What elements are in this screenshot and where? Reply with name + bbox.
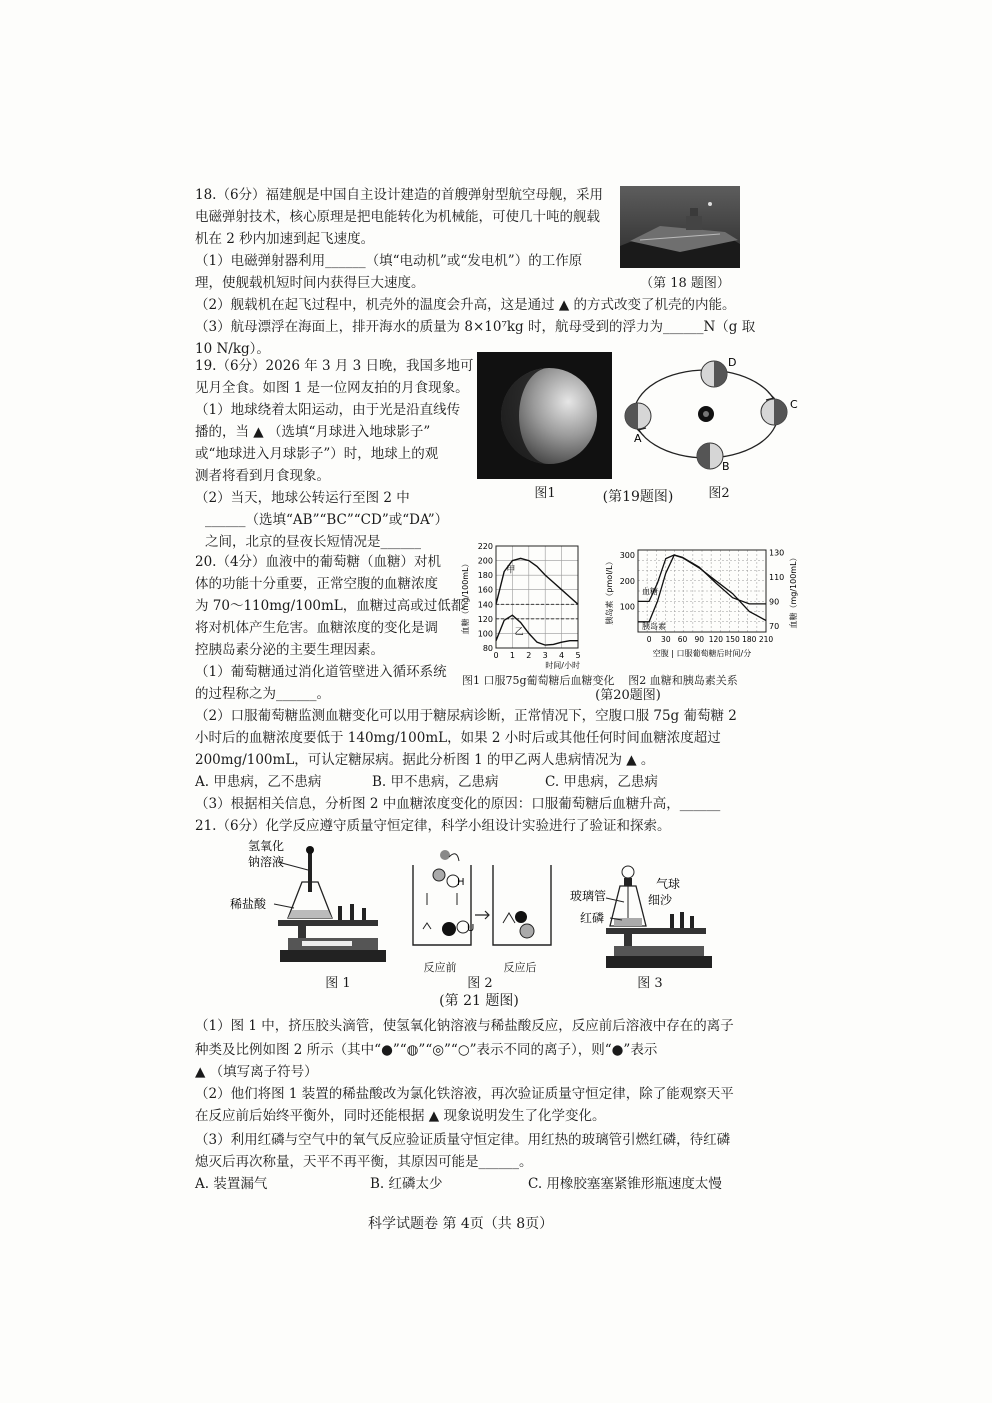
chart2-xtick-3: 90 xyxy=(694,635,704,644)
q19-line-5: 或“地球进入月球影子”）时，地球上的观 xyxy=(195,446,439,462)
q21-line-1: 21.（6分）化学反应遵守质量守恒定律，科学小组设计实验进行了验证和探索。 xyxy=(195,818,671,834)
chart1-ytick-2: 120 xyxy=(477,614,493,624)
q20-line-1: 20.（4分）血液中的葡萄糖（血糖）对机 xyxy=(195,554,442,570)
q19-line-4: 播的，当 ▲ （选填“月球进入地球影子” xyxy=(195,424,431,440)
chart1-ytick-5: 180 xyxy=(477,571,493,581)
orbit-label-b: B xyxy=(722,460,730,473)
label-hcl: 稀盐酸 xyxy=(230,897,267,911)
q19-line-6: 测者将看到月食现象。 xyxy=(195,468,330,484)
q21-after-label: 反应后 xyxy=(503,961,537,974)
chart2-series-label-1: 胰岛素 xyxy=(642,622,666,631)
q18-line-2: 电磁弹射技术，核心原理是把电能转化为机械能，可使几十吨的舰载 xyxy=(195,209,600,225)
chart1-ylabel: 血糖（mg/100mL） xyxy=(461,559,470,635)
q19-fig2-label: 图2 xyxy=(708,486,730,501)
page-footer: 科学试题卷 第 4页（共 8页） xyxy=(368,1216,554,1232)
label-naoh-1: 氢氧化 xyxy=(248,839,285,853)
q20-line-11: （3）根据相关信息，分析图 2 中血糖浓度变化的原因：口服葡萄糖后血糖升高，______ xyxy=(195,796,721,812)
chart2-ytick-left-1: 200 xyxy=(619,576,635,586)
label-sand: 细沙 xyxy=(648,893,673,907)
orbit-label-c: C xyxy=(790,398,798,411)
q21-line-3: 种类及比例如图 2 所示（其中“●”“◍”“◎”“○”表示不同的离子），则“●”表示 xyxy=(195,1042,658,1058)
lunar-eclipse-photo xyxy=(477,352,612,479)
q21-line-5: （2）他们将图 1 装置的稀盐酸改为氯化铁溶液，再次验证质量守恒定律，除了能观察天平 xyxy=(195,1086,734,1102)
chart2-xtick-4: 120 xyxy=(708,635,724,644)
q20-line-9: 小时后的血糖浓度要低于 140mg/100mL，如果 2 小时后或其他任何时间血糖浓度超过 xyxy=(195,730,721,746)
q20-line-3: 为 70～110mg/100mL，血糖过高或过低都 xyxy=(195,598,465,614)
q21-fig2-ions xyxy=(405,845,555,963)
q18-line-3: 机在 2 秒内加速到起飞速度。 xyxy=(195,231,375,247)
q20-option-c: C. 甲患病，乙患病 xyxy=(545,774,658,790)
q21-option-c: C. 用橡胶塞塞紧锥形瓶速度太慢 xyxy=(528,1176,722,1192)
earth-orbit-diagram xyxy=(618,352,804,482)
q20-line-10: 200mg/100mL，可认定糖尿病。据此分析图 1 的甲乙两人患病情况为 ▲ 。 xyxy=(195,752,655,768)
blood-sugar-chart xyxy=(458,538,598,670)
chart1-xtick-4: 4 xyxy=(559,651,565,660)
chart2-ytick-left-2: 300 xyxy=(619,551,635,561)
q19-caption: (第19题图) xyxy=(602,489,674,505)
chart2-ylabel-left: 胰岛素（pmol/L） xyxy=(605,557,614,625)
chart2-xtick-6: 180 xyxy=(742,635,757,644)
chart2-xtick-7: 210 xyxy=(758,635,774,644)
orbit-label-d: D xyxy=(728,356,737,369)
q19-line-3: （1）地球绕着太阳运动，由于光是沿直线传 xyxy=(195,402,461,418)
label-red-phosphorus: 红磷 xyxy=(580,911,605,925)
q20-fig1-caption: 图1 口服75g葡萄糖后血糖变化 xyxy=(462,674,615,687)
label-naoh-2: 钠溶液 xyxy=(248,855,285,869)
chart1-xtick-5: 5 xyxy=(575,651,581,660)
chart2-ytick-right-3: 130 xyxy=(769,548,785,558)
chart1-xtick-1: 1 xyxy=(509,651,515,660)
chart2-ytick-right-2: 110 xyxy=(769,572,785,582)
chart1-series-line-1 xyxy=(496,615,578,645)
chart2-xtick-0: 0 xyxy=(646,635,652,644)
label-balloon: 气球 xyxy=(656,877,681,891)
q18-line-7: （3）航母漂浮在海面上，排开海水的质量为 8×10⁷kg 时，航母受到的浮力为______N（g 取 xyxy=(195,319,756,335)
q18-line-1: 18.（6分）福建舰是中国自主设计建造的首艘弹射型航空母舰，采用 xyxy=(195,187,604,203)
q20-option-b: B. 甲不患病，乙患病 xyxy=(372,774,499,790)
q20-line-6: （1）葡萄糖通过消化道管壁进入循环系统 xyxy=(195,664,447,680)
q19-line-2: 见月全食。如图 1 是一位网友拍的月食现象。 xyxy=(195,380,469,396)
chart1-ytick-7: 220 xyxy=(477,542,493,551)
q21-fig2-label: 图 2 xyxy=(467,976,493,991)
label-glass-tube: 玻璃管 xyxy=(570,889,607,903)
q19-line-1: 19.（6分）2026 年 3 月 3 日晚，我国多地可 xyxy=(195,358,474,374)
chart1-ytick-6: 200 xyxy=(477,556,493,566)
q21-line-8: 熄灭后再次称量，天平不再平衡，其原因可能是______。 xyxy=(195,1154,533,1170)
chart1-xtick-0: 0 xyxy=(493,651,499,660)
q20-option-a: A. 甲患病，乙不患病 xyxy=(195,774,322,790)
chart1-ytick-1: 100 xyxy=(477,629,493,639)
chart2-xtick-2: 60 xyxy=(677,635,688,644)
q21-line-2: （1）图 1 中，挤压胶头滴管，使氢氧化钠溶液与稀盐酸反应，反应前后溶液中存在的离子 xyxy=(195,1018,734,1034)
q21-line-4: ▲ （填写离子符号） xyxy=(195,1064,318,1080)
insulin-chart xyxy=(604,540,804,672)
q20-line-2: 体的功能十分重要，正常空腹的血糖浓度 xyxy=(195,576,438,592)
chart1-ytick-0: 80 xyxy=(482,644,493,653)
chart2-series-label-0: 血糖 xyxy=(642,587,658,597)
chart1-ytick-4: 160 xyxy=(477,585,493,595)
chart1-series-label-0: 甲 xyxy=(506,565,516,576)
q21-fig3-apparatus xyxy=(566,860,726,970)
q20-line-8: （2）口服葡萄糖监测血糖变化可以用于糖尿病诊断，正常情况下，空腹口服 75g 葡萄糖 2 xyxy=(195,708,737,724)
chart1-ytick-3: 140 xyxy=(477,600,493,610)
chart2-xtick-5: 150 xyxy=(725,635,740,644)
carrier-photo xyxy=(620,186,740,268)
q18-line-8: 10 N/kg）。 xyxy=(195,341,270,357)
insulin-chart-svg xyxy=(604,540,804,672)
q20-line-5: 控胰岛素分泌的主要生理因素。 xyxy=(195,642,384,658)
chart1-xlabel: 时间/小时 xyxy=(545,661,580,670)
q19-line-9: 之间，北京的昼夜长短情况是______ xyxy=(205,534,421,550)
q20-line-4: 将对机体产生危害。血糖浓度的变化是调 xyxy=(195,620,438,636)
chart2-ytick-right-1: 90 xyxy=(769,597,780,607)
q21-option-b: B. 红磷太少 xyxy=(370,1176,443,1192)
q21-fig3-label: 图 3 xyxy=(637,976,663,991)
q20-line-7: 的过程称之为______。 xyxy=(195,686,330,702)
q20-caption: (第20题图) xyxy=(595,688,661,703)
q21-line-6: 在反应前后始终平衡外，同时还能根据 ▲ 现象说明发生了化学变化。 xyxy=(195,1108,606,1124)
blood-sugar-chart-svg xyxy=(458,538,598,670)
svg-text:U: U xyxy=(467,923,475,934)
q19-line-8: ______（选填“AB”“BC”“CD”或“DA”） xyxy=(205,512,449,528)
svg-text:H: H xyxy=(457,877,465,888)
q20-fig2-caption: 图2 血糖和胰岛素关系 xyxy=(628,674,738,687)
q18-line-4: （1）电磁弹射器利用______（填“电动机”或“发电机”）的工作原 xyxy=(195,253,583,269)
q18-line-5: 理，使舰载机短时间内获得巨大速度。 xyxy=(195,275,425,291)
q21-fig1-apparatus xyxy=(218,838,388,968)
q21-fig1-label: 图 1 xyxy=(325,976,351,991)
chart2-ytick-left-0: 100 xyxy=(619,602,635,612)
q19-fig1-label: 图1 xyxy=(534,486,556,501)
chart2-xtick-1: 30 xyxy=(661,635,671,644)
q21-caption: (第 21 题图) xyxy=(439,993,519,1009)
q18-caption: （第 18 题图） xyxy=(640,276,730,291)
chart2-ylabel-right: 血糖（mg/100mL） xyxy=(789,553,798,629)
chart1-frame xyxy=(496,546,578,648)
q21-option-a: A. 装置漏气 xyxy=(195,1176,268,1192)
q18-line-6: （2）舰载机在起飞过程中，机壳外的温度会升高，这是通过 ▲ 的方式改变了机壳的内能。 xyxy=(195,297,736,313)
q21-before-label: 反应前 xyxy=(423,961,457,974)
chart2-xlabel: 空腹 | 口服葡萄糖后时间/分 xyxy=(652,649,752,658)
chart1-xtick-3: 3 xyxy=(542,651,548,660)
q19-line-7: （2）当天，地球公转运行至图 2 中 xyxy=(195,490,410,506)
chart2-ytick-right-0: 70 xyxy=(769,621,780,631)
chart1-xtick-2: 2 xyxy=(526,651,532,660)
chart1-series-label-1: 乙 xyxy=(514,627,524,638)
q21-line-7: （3）利用红磷与空气中的氧气反应验证质量守恒定律。用红热的玻璃管引燃红磷，待红磷 xyxy=(195,1132,731,1148)
orbit-label-a: A xyxy=(634,432,642,445)
